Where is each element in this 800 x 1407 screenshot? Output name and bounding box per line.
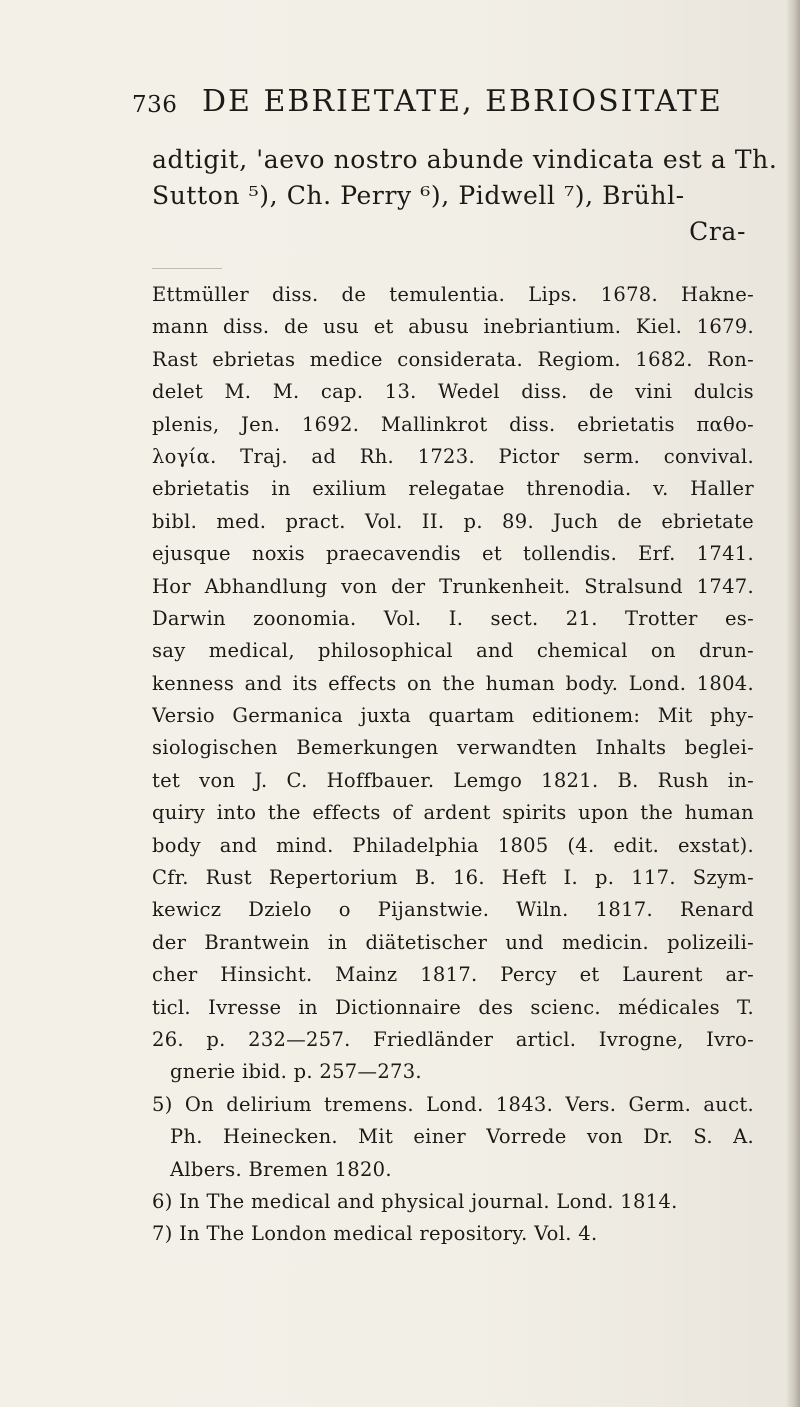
footnote-line: plenis, Jen. 1692. Mallinkrot diss. ebrietatis παθο- — [152, 412, 754, 436]
footnote-7: 7) In The London medical repository. Vol. 4. — [152, 1222, 598, 1246]
footnotes-block — [152, 279, 754, 1251]
page-edge-shadow — [786, 0, 800, 1407]
footnote-line: Rast ebrietas medice considerata. Regiom. 1682. Ron- — [152, 347, 754, 371]
footnote-line: mann diss. de usu et abusu inebriantium. Kiel. 1679. — [152, 315, 754, 339]
main-text-line: adtigit, 'aevo nostro abunde vindicata est a Th. — [152, 145, 778, 174]
footnote-line: cher Hinsicht. Mainz 1817. Percy et Laurent ar- — [152, 963, 754, 987]
main-text-block — [152, 142, 778, 250]
footnote-line: say medical, philosophical and chemical on drun- — [152, 639, 754, 663]
footnote-line: Ettmüller diss. de temulentia. Lips. 1678. Hakne- — [152, 283, 754, 306]
footnote-line: kewicz Dzielo o Pijanstwie. Wiln. 1817. Renard — [152, 898, 754, 922]
footnote-line: ejusque noxis praecavendis et tollendis. Erf. 1741. — [152, 542, 754, 566]
main-text-line: Sutton ⁵), Ch. Perry ⁶), Pidwell ⁷), Brühl- — [152, 181, 685, 210]
footnote-line: quiry into the effects of ardent spirits upon the human — [152, 801, 754, 825]
footnote-line: Ph. Heinecken. Mit einer Vorrede von Dr. S. A. — [170, 1125, 754, 1149]
running-head-title: DE EBRIETATE, EBRIOSITATE — [202, 84, 723, 119]
footnote-line: der Brantwein in diätetischer und medicin. polizeili- — [152, 930, 754, 954]
footnote-line: Versio Germanica juxta quartam editionem: Mit phy- — [152, 704, 754, 728]
footnote-line: body and mind. Philadelphia 1805 (4. edit. exstat). — [152, 833, 754, 857]
footnote-line: gnerie ibid. p. 257—273. — [170, 1060, 422, 1084]
footnote-line: Darwin zoonomia. Vol. I. sect. 21. Trotter es- — [152, 606, 754, 630]
footnote-line: siologischen Bemerkungen verwandten Inhalts beglei- — [152, 736, 754, 760]
running-head — [132, 84, 732, 124]
footnote-line: bibl. med. pract. Vol. II. p. 89. Juch de ebrietate — [152, 509, 754, 533]
footnote-5: 5) On delirium tremens. Lond. 1843. Vers. Germ. auct. — [152, 1092, 754, 1116]
footnote-line: delet M. M. cap. 13. Wedel diss. de vini dulcis — [152, 380, 754, 404]
footnote-line: Cfr. Rust Repertorium B. 16. Heft I. p. 117. Szym- — [152, 866, 754, 890]
footnote-line: ebrietatis in exilium relegatae threnodia. v. Haller — [152, 477, 754, 501]
footnote-line: Albers. Bremen 1820. — [170, 1157, 392, 1181]
footnote-line: λογία. Traj. ad Rh. 1723. Pictor serm. convival. — [152, 444, 754, 468]
footnote-line: kenness and its effects on the human body. Lond. 1804. — [152, 671, 754, 695]
footnote-line: Hor Abhandlung von der Trunkenheit. Stralsund 1747. — [152, 574, 754, 598]
footnote-line: tet von J. C. Hoffbauer. Lemgo 1821. B. Rush in- — [152, 768, 754, 792]
catchword: Cra- — [689, 217, 746, 246]
footnote-6: 6) In The medical and physical journal. Lond. 1814. — [152, 1189, 678, 1213]
footnote-line: ticl. Ivresse in Dictionnaire des scienc. médicales T. — [152, 995, 754, 1019]
page-number: 736 — [132, 92, 178, 118]
footnote-rule — [152, 268, 222, 269]
footnote-line: 26. p. 232—257. Friedländer articl. Ivrogne, Ivro- — [152, 1027, 754, 1051]
